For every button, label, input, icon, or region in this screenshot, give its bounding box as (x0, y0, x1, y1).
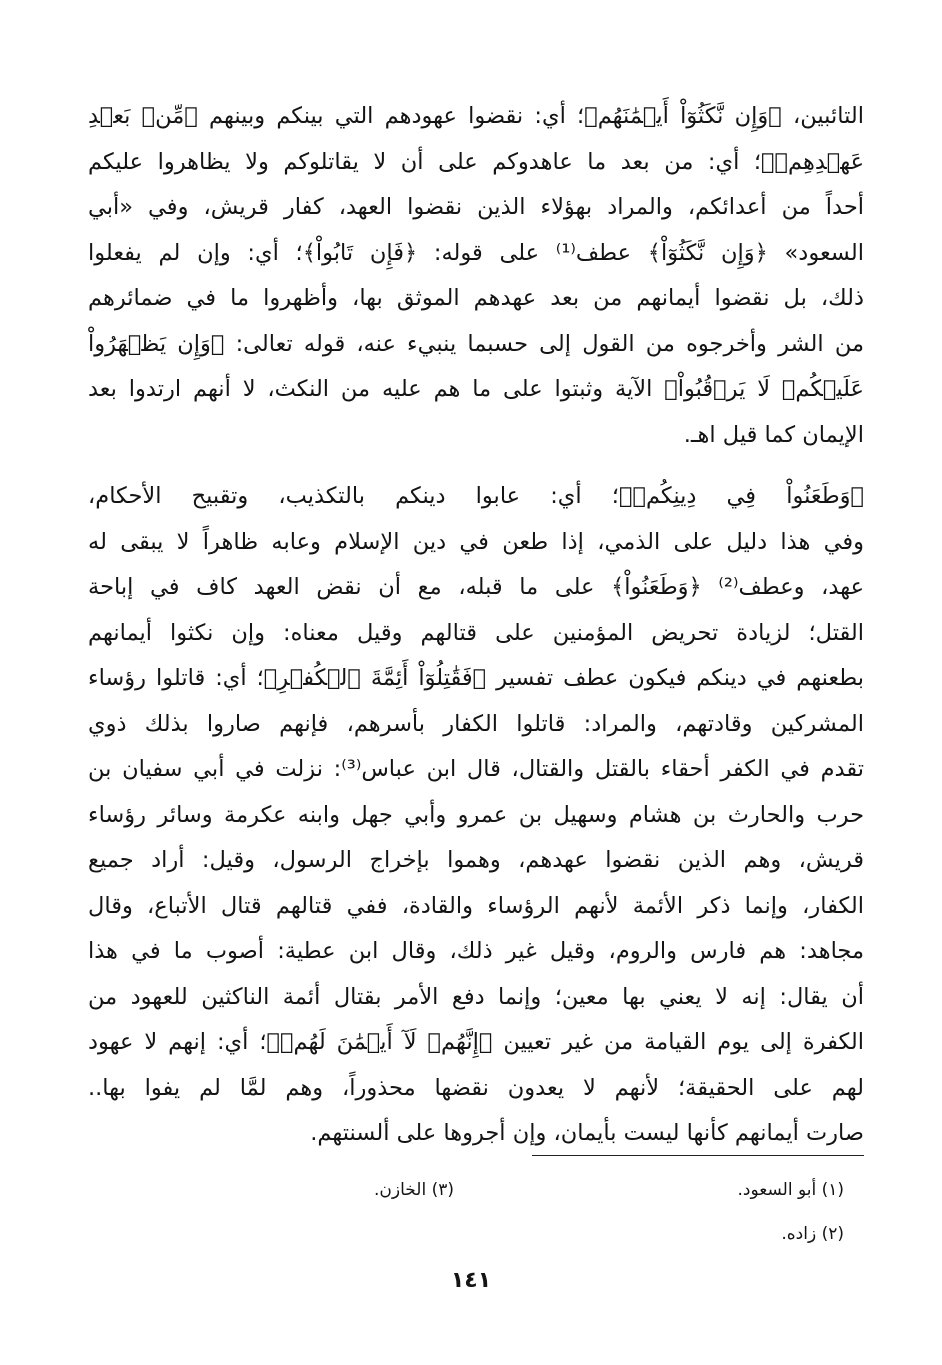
text-line: عَهۡدِهِمۡ﴾؛ أي: من بعد ما عاهدوكم على أن لا يقاتلوكم ولا يظاهروا عليكم (88, 148, 864, 175)
footnote-2: (٢) زاده. (781, 1224, 844, 1244)
text-line: قريش، وهم الذين نقضوا عهدهم، وهموا بإخراج الرسول، وقيل: أراد جميع (88, 847, 864, 873)
footnote-3: (٣) الخازن. (374, 1180, 454, 1200)
paragraph-2 (88, 474, 864, 1157)
text-line: من الشر وأخرجوه من القول إلى حسبما ينبيء عنه، قوله تعالى: ﴿وَإِن يَظۡهَرُواْ (88, 330, 864, 357)
text-line: الكفار، وإنما ذكر الأئمة لأنهم الرؤساء والقادة، ففي قتالهم قتال الأتباع، وقال (88, 892, 864, 919)
footnotes (88, 1168, 864, 1256)
text-line: تقدم في الكفر أحقاء بالقتل والقتال، قال ابن عباس⁽³⁾: نزلت في أبي سفيان بن (88, 756, 864, 782)
text-line: الكفرة إلى يوم القيامة من غير تعيين ﴿إِنَّهُمۡ لَآ أَيۡمَٰنَ لَهُمۡ﴾؛ أي: إنهم لا عهود (88, 1029, 864, 1055)
text-line: بطعنهم في دينكم فيكون عطف تفسير ﴿فَقَٰتِلُوٓاْ أَئِمَّةَ ٱلۡكُفۡرِ﴾؛ أي: قاتلوا رؤساء (88, 665, 864, 691)
text-line: عهد، وعطف⁽²⁾ ﴿وَطَعَنُواْ﴾ على ما قبله، مع أن نقض العهد كاف في إباحة (88, 574, 864, 600)
text-line: أحداً من أعدائكم، والمراد بهؤلاء الذين نقضوا العهد، كفار قريش، وفي «أبي (88, 194, 864, 220)
text-line: أن يقال: إنه لا يعني بها معين؛ وإنما دفع الأمر بقتال أئمة الناكثين للعهود من (88, 983, 864, 1010)
text-line: ذلك، بل نقضوا أيمانهم من بعد عهدهم الموثق بها، وأظهروا ما في ضمائرهم (88, 285, 864, 311)
text-line: القتل؛ لزيادة تحريض المؤمنين على قتالهم وقيل معناه: وإن نكثوا أيمانهم (88, 619, 864, 646)
main-text (88, 94, 864, 1157)
text-line: مجاهد: هم فارس والروم، وقيل غير ذلك، وقال ابن عطية: أصوب ما في هذا (88, 938, 864, 964)
footnote-1: (١) أبو السعود. (737, 1180, 844, 1200)
paragraph-gap (88, 458, 864, 474)
text-line: حرب والحارث بن هشام وسهيل بن عمرو وأبي جهل وابنه عكرمة وسائر رؤساء (88, 801, 864, 828)
text-line: صارت أيمانهم كأنها ليست بأيمان، وإن أجروها على ألسنتهم. (310, 1120, 864, 1146)
page-number: ١٤١ (450, 1268, 492, 1293)
text-line: الإيمان كما قيل اهـ. (683, 421, 864, 448)
footnote-row (88, 1168, 864, 1212)
text-line: عَلَيۡكُمۡ لَا يَرۡقُبُواْ﴾ الآية وثبتوا على ما هم عليه من النكث، لا أنهم ارتدوا بعد (88, 376, 864, 402)
text-line: ﴿وَطَعَنُواْ فِي دِينِكُمۡ﴾؛ أي: عابوا دينكم بالتكذيب، وتقبيح الأحكام، (88, 483, 864, 509)
text-line: التائبين، ﴿وَإِن نَّكَثُوٓاْ أَيۡمَٰنَهُم﴾؛ أي: نقضوا عهودهم التي بينكم وبينهم ﴿مِّنۢ بَعۡدِ (88, 103, 864, 129)
text-line: المشركين وقادتهم، والمراد: قاتلوا الكفار بأسرهم، فإنهم صاروا بذلك ذوي (88, 710, 864, 737)
footnote-divider (532, 1155, 864, 1156)
paragraph-1 (88, 94, 864, 458)
footnote-row (88, 1212, 864, 1256)
text-line: لهم على الحقيقة؛ لأنهم لا يعدون نقضها محذوراً، وهم لمَّا لم يفوا بها.. (88, 1074, 864, 1101)
text-line: وفي هذا دليل على الذمي، إذا طعن في دين الإسلام وعابه ظاهراً لا يبقى له (88, 528, 864, 555)
text-line: السعود» ﴿وَإِن نَّكَثُوٓاْ﴾ عطف⁽¹⁾ على قوله: ﴿فَإِن تَابُواْ﴾؛ أي: وإن لم يفعلوا (88, 239, 864, 266)
